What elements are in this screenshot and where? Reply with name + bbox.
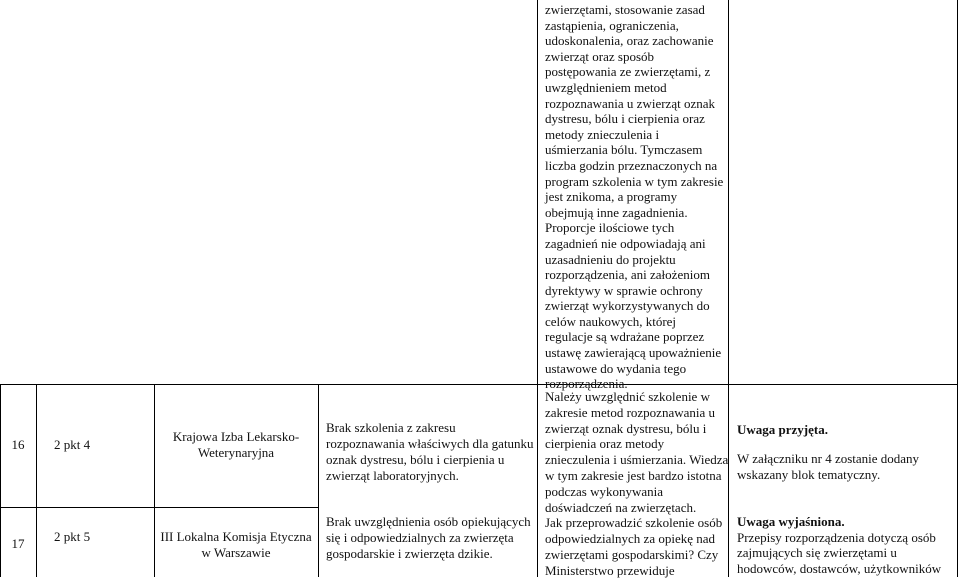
remark-text: Brak szkolenia z zakresu rozpoznawania właściwych dla gatunku oznak dystresu, bólu i cierpienia u zwierząt laboratoryjnych. (326, 420, 534, 483)
provision-cell (54, 529, 154, 545)
text-line: zagadnień nie odpowiadają ani (545, 235, 706, 251)
row-number (0, 536, 36, 552)
text-line: program szkolenia w tym zakresie (545, 173, 724, 189)
text-line: postępowania ze zwierzętami, z (545, 64, 711, 80)
entity-cell (160, 529, 312, 561)
text-line: odpowiedzialnych za opiekę nad (545, 531, 716, 547)
row-separator (0, 384, 958, 385)
text-line: celów naukowych, której (545, 313, 677, 329)
entity-cell (160, 429, 312, 461)
text-line: ustawę zawierającą upoważnienie (545, 345, 722, 361)
text-line: liczba godzin przeznaczonych na (545, 157, 718, 173)
response-status: Uwaga wyjaśniona. (737, 514, 845, 529)
text-line: regulacje są wdrażane poprzez (545, 329, 705, 345)
remark-cell (326, 514, 536, 562)
text-line: jest znikoma, a programy (545, 189, 678, 205)
text-line: dystresu, bólu i cierpienia oraz (545, 111, 705, 127)
text-line: doświadczeń na zwierzętach. (545, 499, 697, 515)
text-line: Jak przeprowadzić szkolenie osób (545, 515, 723, 531)
row-number-text: 16 (11, 437, 25, 452)
response-cell-16 (737, 422, 955, 483)
table-divider (36, 384, 37, 577)
text-line: zwierzętami, stosowanie zasad (545, 2, 705, 17)
lower-comment-cell (545, 389, 730, 579)
text-line: Ministerstwo przewiduje (545, 562, 675, 578)
text-line: uśmierzania bólu. Tymczasem (545, 142, 703, 158)
entity-text: Krajowa Izba Lekarsko-Weterynaryjna (172, 429, 300, 460)
text-line: zastąpienia, ograniczenia, (545, 17, 679, 33)
text-line: w tym zakresie jest bardzo istotna (545, 467, 722, 483)
table-divider (537, 0, 538, 577)
text-line: metody znieczulenia i (545, 126, 660, 142)
text-line: zwierząt wykorzystywanych do (545, 298, 710, 314)
table-divider (318, 384, 319, 577)
text-line: Należy uwzględnić szkolenie w (545, 389, 710, 404)
remark-cell (326, 420, 536, 484)
text-line: cierpienia oraz metody (545, 436, 665, 452)
text-line: dyrektywy w sprawie ochrony (545, 282, 703, 298)
text-line: rozporządzenia. (545, 376, 628, 392)
table-border-right (957, 0, 958, 577)
upper-comment-text (545, 2, 725, 392)
text-line: uzasadnieniu do projektu (545, 251, 676, 267)
entity-text: III Lokalna Komisja Etyczna w Warszawie (160, 529, 312, 560)
table-divider (154, 384, 155, 577)
response-text: W załączniku nr 4 zostanie dodany wskazany blok tematyczny. (737, 451, 920, 482)
provision-text: 2 pkt 4 (54, 437, 91, 452)
text-line: zwierząt oraz sposób (545, 48, 655, 64)
text-line: obejmują inne zagadnienia. (545, 204, 688, 220)
text-line: znieczulenia i uśmierzania. Wiedza (545, 452, 729, 468)
text-line: uwzględnieniem metod (545, 79, 667, 95)
text-line: zwierzętami gospodarskimi? Czy (545, 546, 719, 562)
text-line: zakresie metod rozpoznawania u (545, 404, 716, 420)
text-line: udoskonalenia, oraz zachowanie (545, 33, 714, 49)
row-number-text: 17 (11, 536, 25, 551)
upper-comment-cell (545, 2, 725, 392)
response-status: Uwaga przyjęta. (737, 422, 828, 437)
row-number (0, 437, 36, 453)
response-text: Przepisy rozporządzenia dotyczą osób zajmujących się zwierzętami u hodowców, dostawców, użytkowników (737, 529, 942, 576)
text-line: rozpoznawania u zwierząt oznak (545, 95, 715, 111)
provision-cell (54, 437, 154, 453)
provision-text: 2 pkt 5 (54, 529, 91, 544)
text-line: rozporządzenia, ani założeniom (545, 267, 710, 283)
lower-comment-text (545, 389, 730, 579)
row-separator (0, 507, 318, 508)
text-line: zwierząt oznak dystresu, bólu i (545, 420, 707, 436)
text-line: podczas wykonywania (545, 483, 664, 499)
response-cell-17 (737, 514, 955, 576)
text-line: Proporcje ilościowe tych (545, 220, 675, 236)
text-line: ustawowe do wydania tego (545, 360, 687, 376)
remark-text: Brak uwzględnienia osób opiekujących się i odpowiedzialnych za zwierzęta gospodarskie i zwierzęta dzikie. (326, 514, 531, 561)
